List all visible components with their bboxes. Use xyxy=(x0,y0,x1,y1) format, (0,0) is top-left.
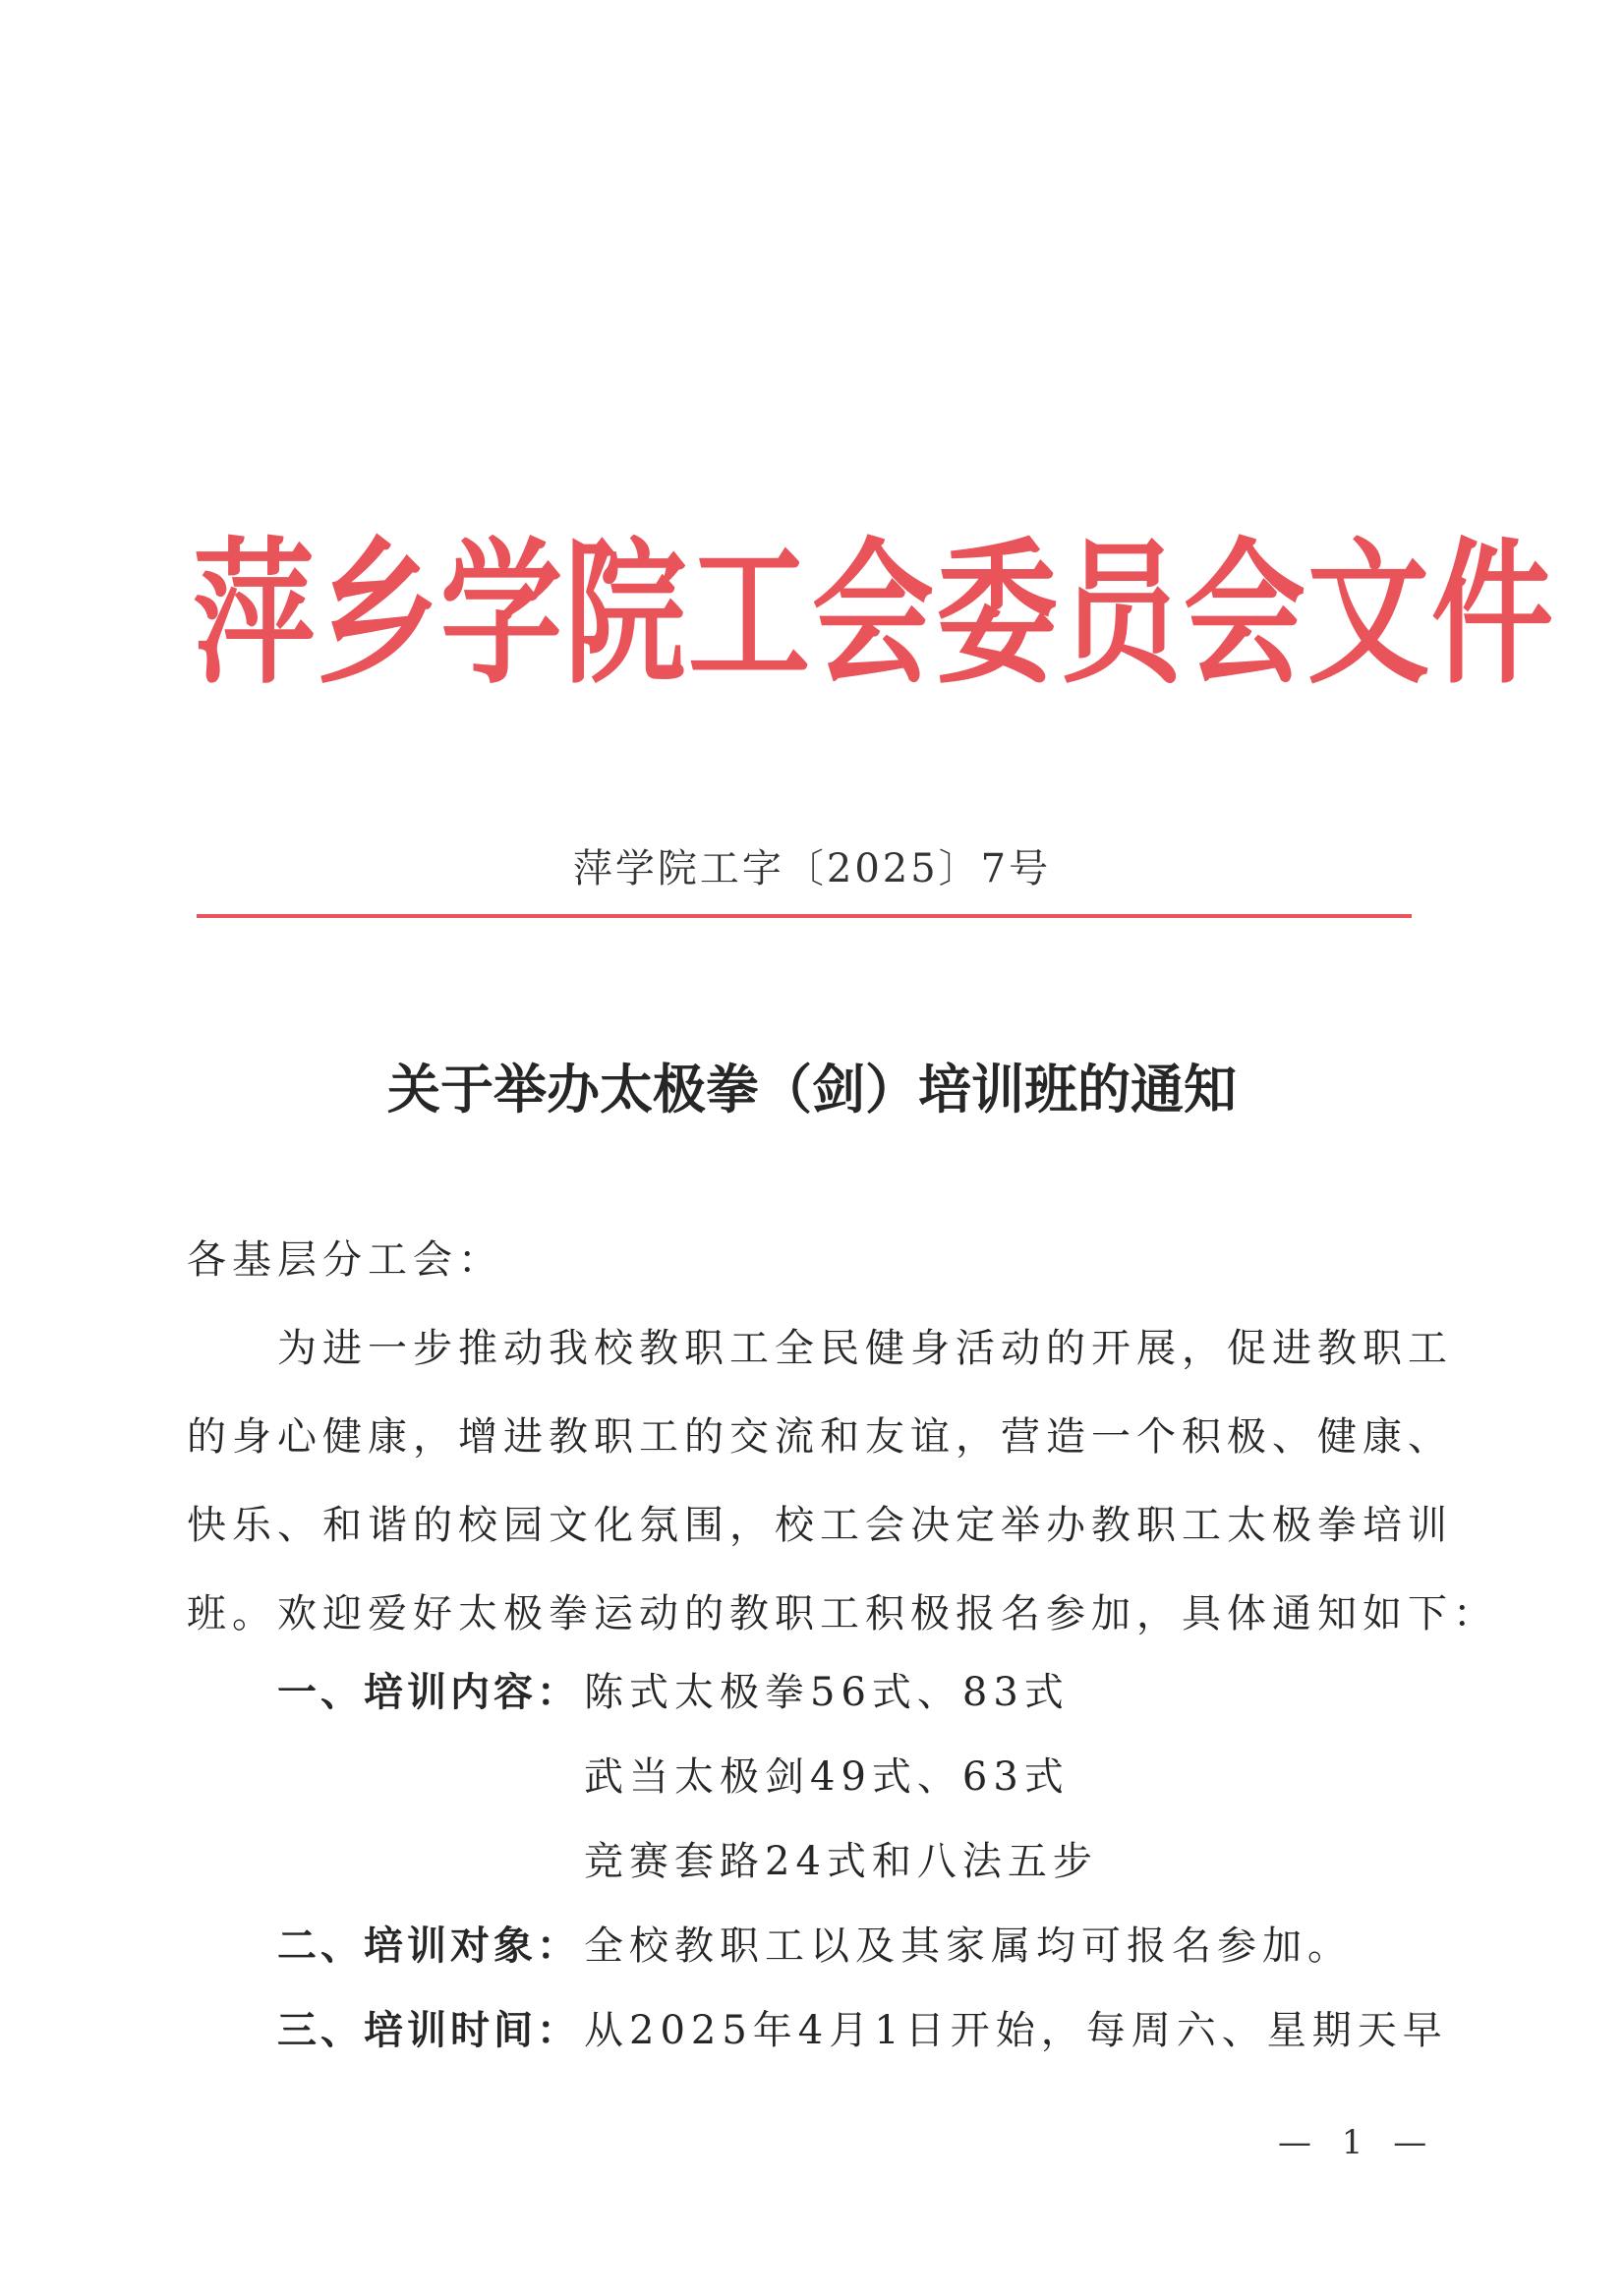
intro-line: 的身心健康，增进教职工的交流和友谊，营造一个积极、健康、 xyxy=(187,1414,1453,1460)
intro-line: 快乐、和谐的校园文化氛围，校工会决定举办教职工太极拳培训 xyxy=(187,1503,1453,1548)
section-label-target: 二、培训对象： xyxy=(277,1923,580,1969)
section-content-line: 全校教职工以及其家属均可报名参加。 xyxy=(584,1923,1353,1969)
section-content-line: 武当太极剑49式、63式 xyxy=(584,1754,1070,1800)
section-content-line: 陈式太极拳56式、83式 xyxy=(584,1670,1070,1715)
org-masthead-title: 萍乡学院工会委员会文件 xyxy=(193,524,1556,707)
notice-title: 关于举办太极拳（剑）培训班的通知 xyxy=(387,1058,1237,1120)
document-number: 萍学院工字〔2025〕7号 xyxy=(572,846,1052,891)
section-content-line: 从2025年4月1日开始，每周六、星期天早 xyxy=(584,2008,1448,2053)
section-content-line: 竞赛套路24式和八法五步 xyxy=(584,1839,1098,1884)
salutation: 各基层分工会： xyxy=(187,1237,503,1283)
intro-line: 班。欢迎爱好太极拳运动的教职工积极报名参加，具体通知如下： xyxy=(187,1591,1498,1636)
intro-line: 为进一步推动我校教职工全民健身活动的开展，促进教职工 xyxy=(277,1326,1453,1371)
section-label-time: 三、培训时间： xyxy=(277,2008,580,2053)
section-label-content: 一、培训内容： xyxy=(277,1670,580,1715)
red-divider-line xyxy=(197,914,1412,918)
page-number: — 1 — xyxy=(1278,2123,1437,2162)
